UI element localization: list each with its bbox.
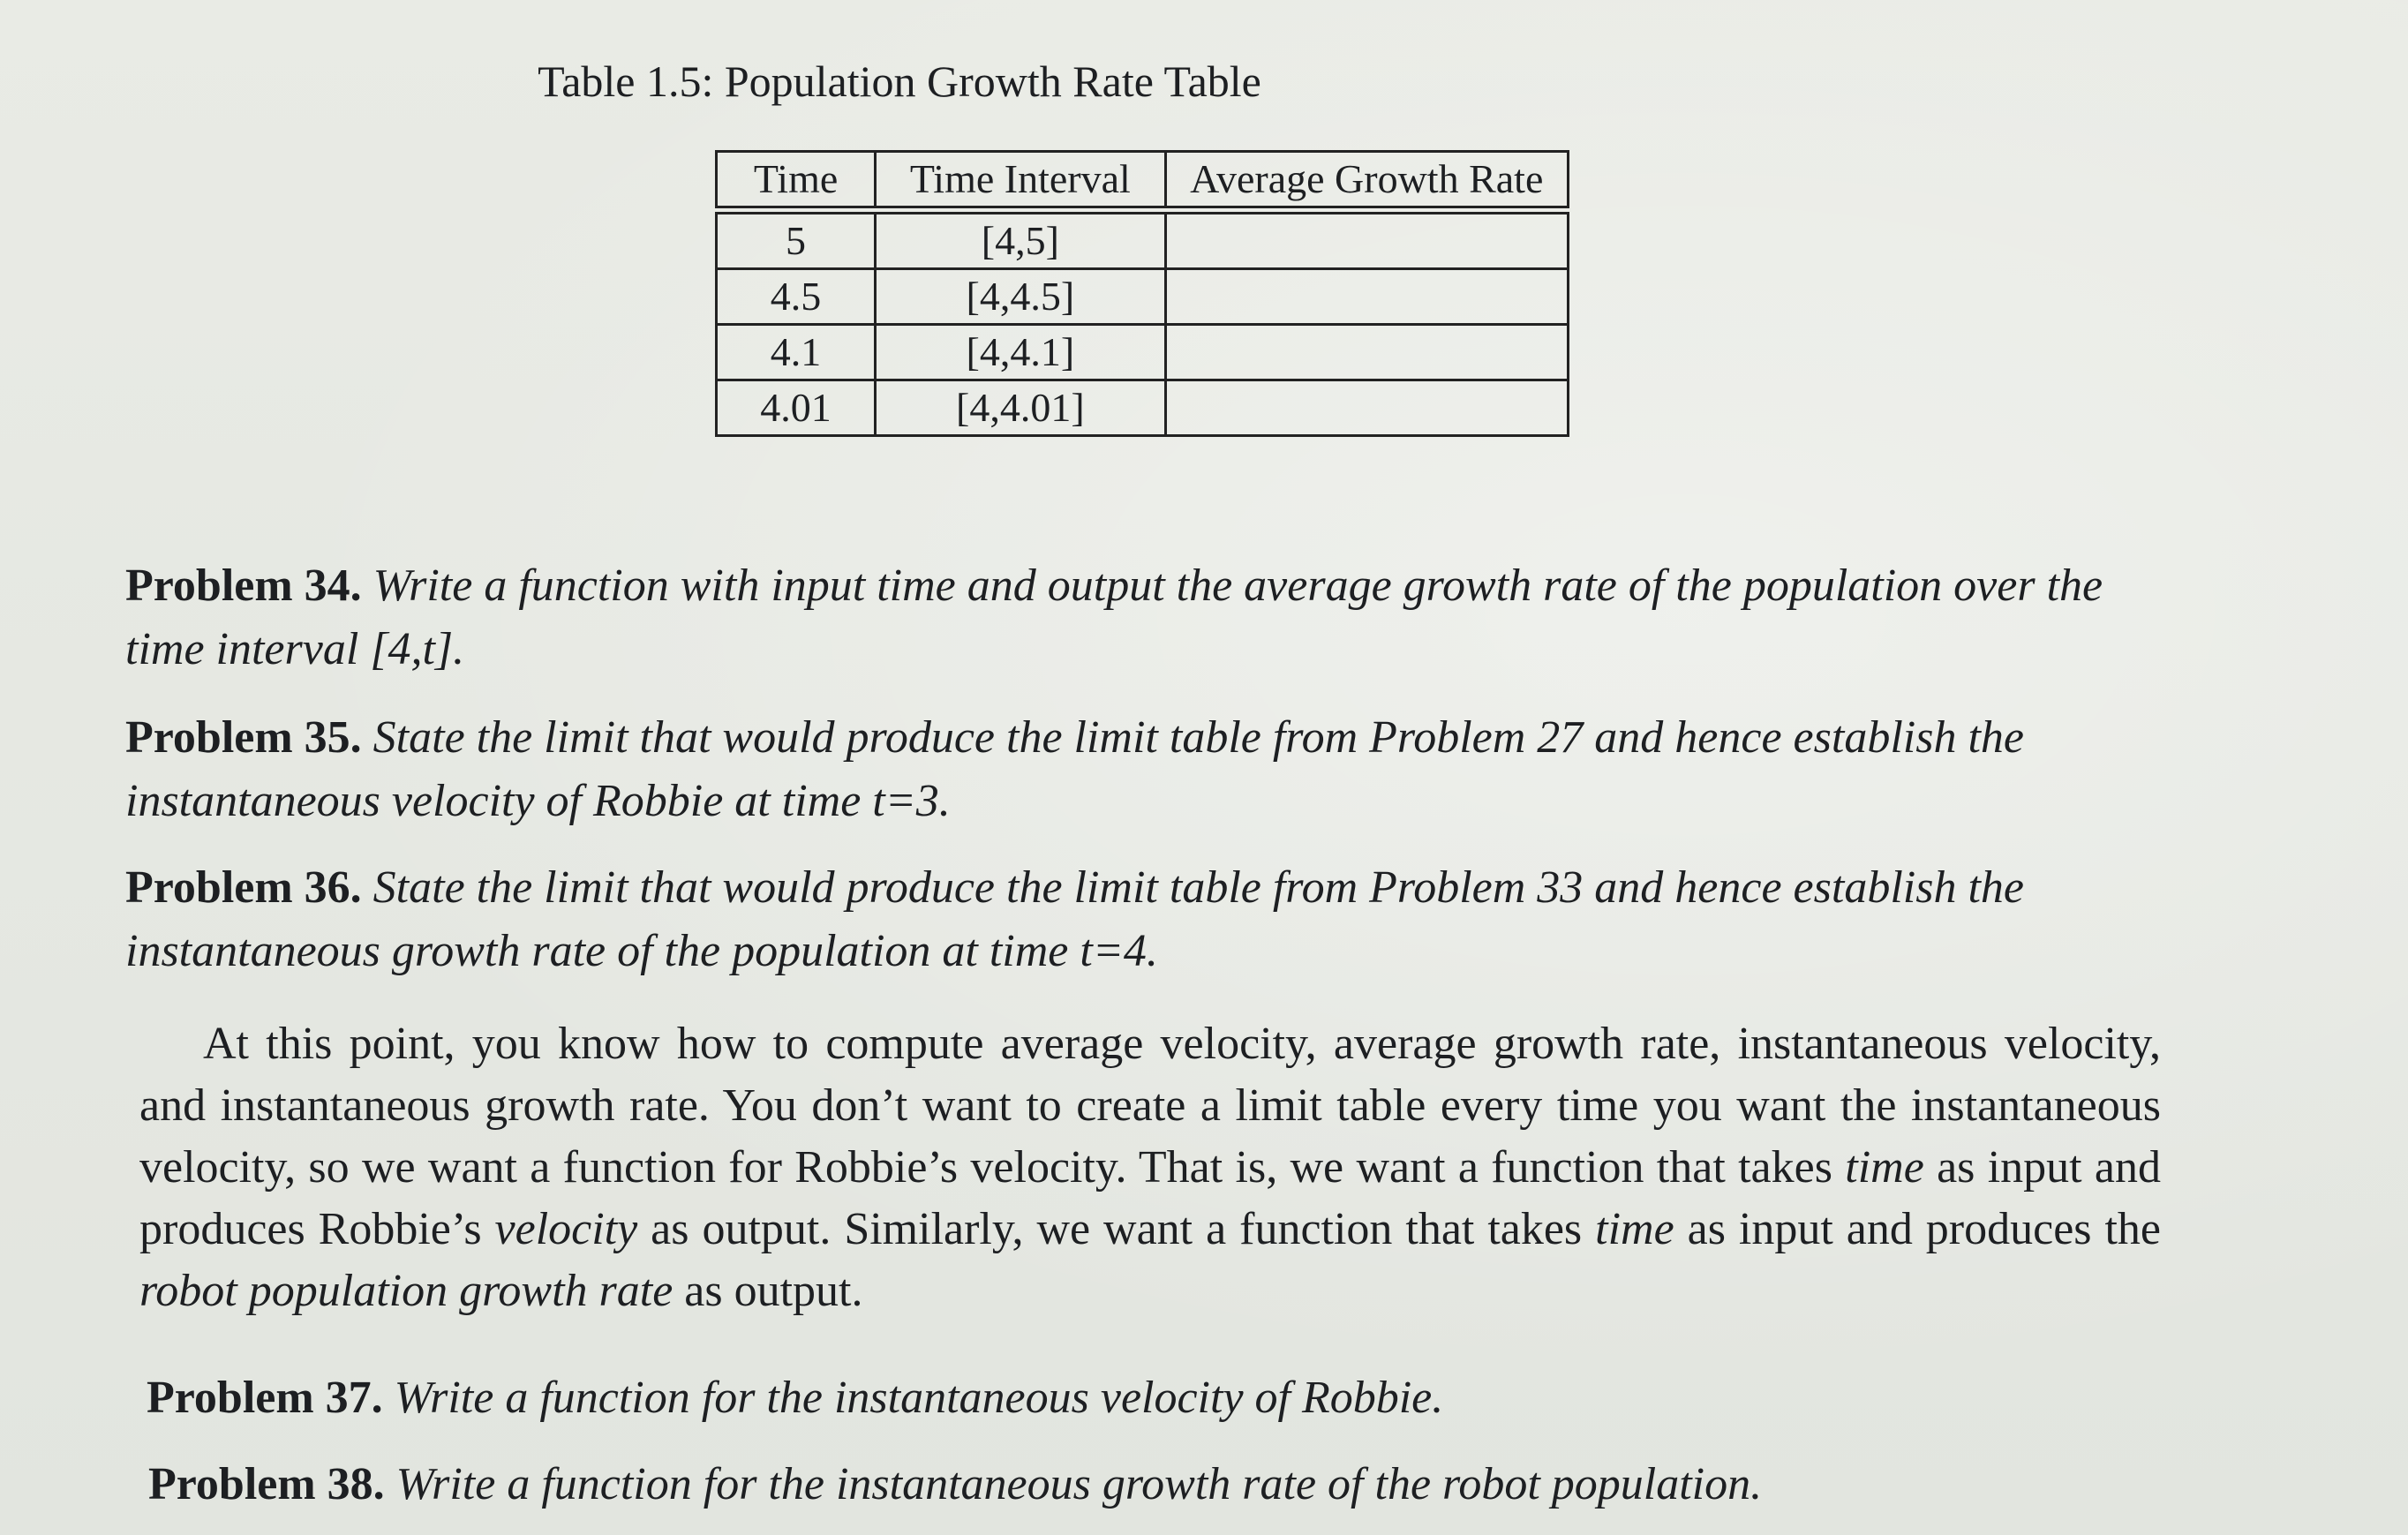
paragraph-emphasis: time — [1595, 1204, 1674, 1254]
paragraph-emphasis: robot population growth rate — [139, 1266, 673, 1316]
paragraph-text: At this point, you know how to compute average velocity, average growth rate, instantaneous velocity, and instantaneous growth rate. You don’t want to create a limit table every time you want the instantaneous velocity, so we want a function for Robbie’s velocity. That is, we want a function that takes — [139, 1019, 2161, 1193]
cell-interval: [4,5] — [876, 210, 1165, 269]
problem-label: Problem 38. — [148, 1459, 385, 1509]
problem-text: Write a function for the instantaneous velocity of Robbie. — [394, 1373, 1444, 1423]
header-time-interval: Time Interval — [876, 152, 1165, 211]
cell-rate — [1165, 325, 1568, 380]
table-header-row — [717, 152, 1569, 211]
cell-interval: [4,4.1] — [876, 325, 1165, 380]
population-growth-table — [715, 150, 1569, 437]
cell-time: 4.5 — [717, 269, 876, 325]
paragraph-emphasis: time — [1845, 1142, 1924, 1193]
cell-time: 4.1 — [717, 325, 876, 380]
header-average-growth-rate: Average Growth Rate — [1165, 152, 1568, 211]
table-row — [717, 380, 1569, 436]
table-caption-text: Table 1.5: Population Growth Rate Table — [538, 56, 1261, 106]
table-row — [717, 269, 1569, 325]
cell-interval: [4,4.01] — [876, 380, 1165, 436]
cell-interval: [4,4.5] — [876, 269, 1165, 325]
paragraph-emphasis: velocity — [494, 1204, 638, 1254]
table-row — [717, 210, 1569, 269]
problem-label: Problem 35. — [125, 712, 362, 763]
problem-38 — [148, 1453, 2178, 1516]
table-row — [717, 325, 1569, 380]
paragraph-text: as output. — [673, 1266, 863, 1316]
paragraph-text: as input and produces Robbie’s — [139, 1142, 2161, 1254]
problem-label: Problem 36. — [125, 862, 362, 913]
cell-time: 4.01 — [717, 380, 876, 436]
table-caption — [0, 55, 2408, 108]
header-time: Time — [717, 152, 876, 211]
body-paragraph — [139, 1013, 2161, 1322]
problem-text: Write a function with input time and output the average growth rate of the population over the time interval [4,t]. — [125, 561, 2103, 674]
problem-36 — [125, 856, 2156, 983]
cell-rate — [1165, 380, 1568, 436]
problem-text: State the limit that would produce the limit table from Problem 33 and hence establish the instantaneous growth rate of the population at time t=4. — [125, 862, 2024, 976]
cell-time: 5 — [717, 210, 876, 269]
paragraph-text: as output. Similarly, we want a function that takes — [637, 1204, 1596, 1254]
problem-34 — [125, 554, 2156, 681]
cell-rate — [1165, 269, 1568, 325]
problem-37 — [147, 1366, 2177, 1430]
problem-35 — [125, 706, 2156, 833]
problem-label: Problem 37. — [147, 1373, 383, 1423]
problem-text: State the limit that would produce the limit table from Problem 27 and hence establish the instantaneous velocity of Robbie at time t=3. — [125, 712, 2024, 826]
cell-rate — [1165, 210, 1568, 269]
paragraph-text: as input and produces the — [1674, 1204, 2162, 1254]
problem-text: Write a function for the instantaneous growth rate of the robot population. — [395, 1459, 1763, 1509]
problem-label: Problem 34. — [125, 561, 362, 611]
